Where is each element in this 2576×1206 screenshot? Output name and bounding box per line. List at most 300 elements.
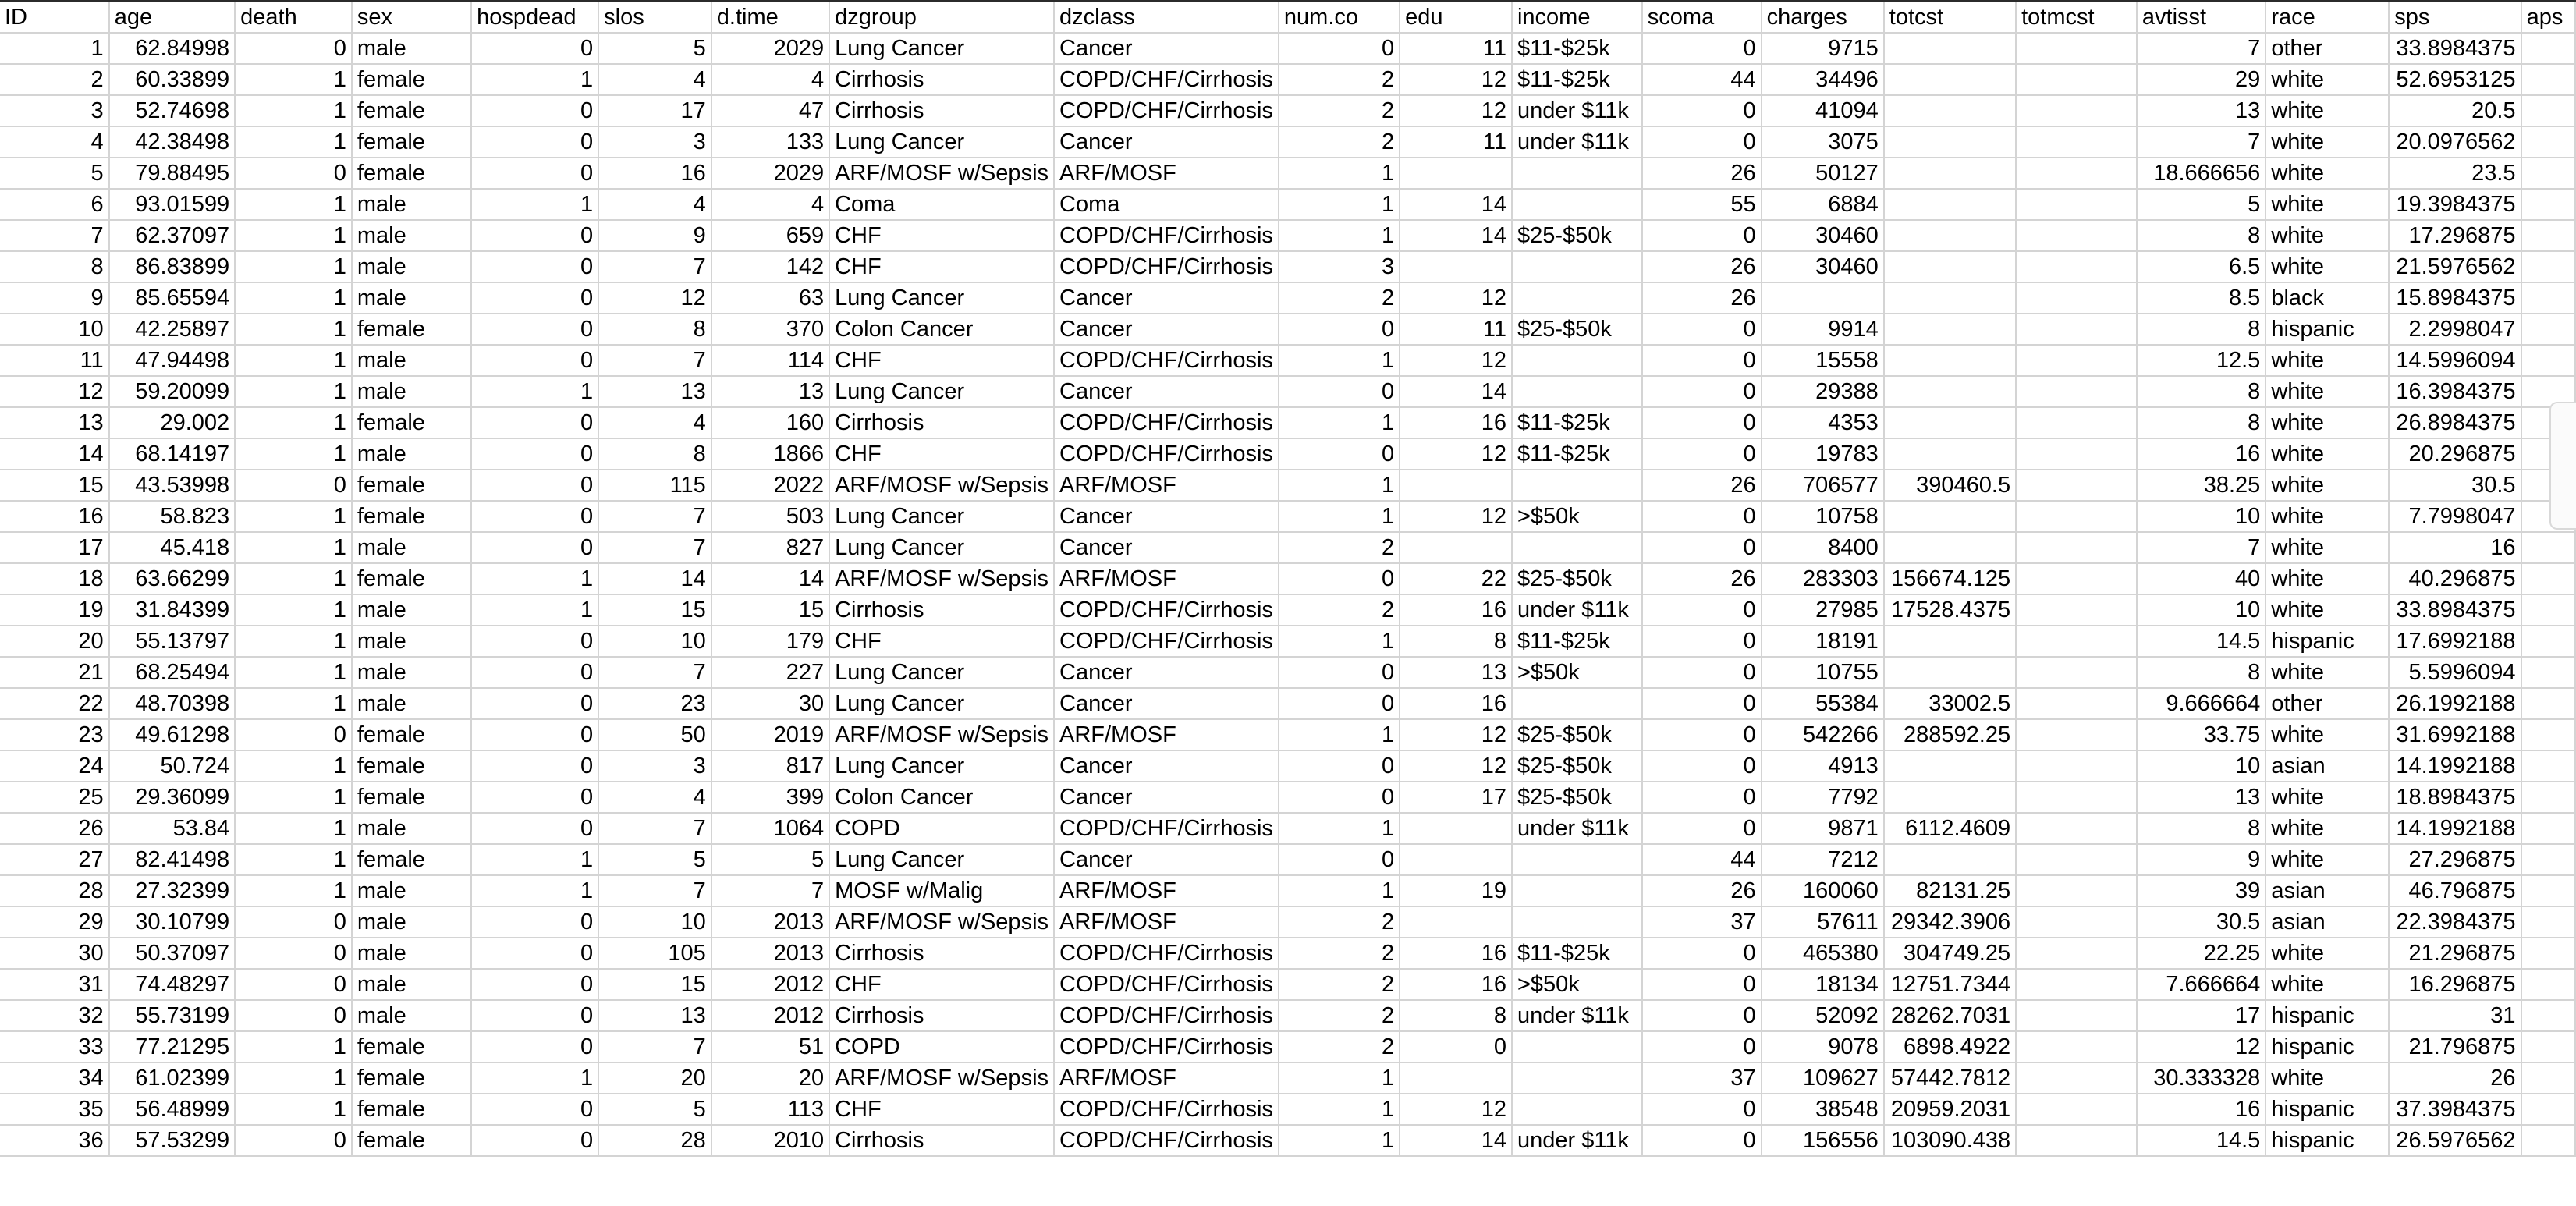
cell[interactable]: 10755 — [1762, 657, 1884, 688]
cell[interactable]: 14.5996094 — [2389, 345, 2521, 376]
cell[interactable]: white — [2266, 95, 2389, 126]
cell[interactable]: 15 — [598, 594, 711, 626]
cell[interactable]: Lung Cancer — [829, 376, 1054, 407]
cell[interactable] — [2521, 189, 2575, 220]
cell[interactable] — [1512, 1062, 1642, 1094]
cell[interactable]: 18134 — [1762, 969, 1884, 1000]
cell[interactable]: 160 — [711, 407, 829, 438]
cell[interactable]: 2 — [0, 64, 109, 95]
cell[interactable] — [1884, 501, 2016, 532]
cell[interactable]: 60.33899 — [109, 64, 235, 95]
cell[interactable] — [1512, 376, 1642, 407]
cell[interactable]: 465380 — [1762, 938, 1884, 969]
cell[interactable]: 7 — [598, 813, 711, 844]
cell[interactable] — [1884, 438, 2016, 470]
cell[interactable]: white — [2266, 844, 2389, 875]
cell[interactable]: 0 — [1642, 95, 1762, 126]
cell[interactable]: 2012 — [711, 969, 829, 1000]
cell[interactable]: Cancer — [1054, 126, 1279, 158]
cell[interactable]: 19.3984375 — [2389, 189, 2521, 220]
cell[interactable]: 7 — [711, 875, 829, 906]
cell[interactable]: 28 — [598, 1125, 711, 1156]
cell[interactable]: 47 — [711, 95, 829, 126]
cell[interactable]: male — [352, 33, 471, 64]
cell[interactable]: white — [2266, 532, 2389, 563]
cell[interactable]: 503 — [711, 501, 829, 532]
cell[interactable]: 2 — [1279, 1000, 1400, 1031]
cell[interactable]: male — [352, 345, 471, 376]
cell[interactable]: 25 — [0, 782, 109, 813]
cell[interactable]: 16 — [2137, 1094, 2266, 1125]
cell[interactable]: 133 — [711, 126, 829, 158]
cell[interactable]: white — [2266, 189, 2389, 220]
cell[interactable] — [1400, 470, 1512, 501]
cell[interactable]: 14 — [711, 563, 829, 594]
cell[interactable]: 142 — [711, 251, 829, 282]
cell[interactable]: male — [352, 282, 471, 314]
cell[interactable]: white — [2266, 376, 2389, 407]
cell[interactable]: 0 — [1642, 1125, 1762, 1156]
cell[interactable]: 0 — [1642, 126, 1762, 158]
cell[interactable]: 1 — [1279, 1094, 1400, 1125]
cell[interactable]: 61.02399 — [109, 1062, 235, 1094]
cell[interactable]: 0 — [1642, 594, 1762, 626]
cell[interactable]: 14 — [1400, 220, 1512, 251]
cell[interactable]: 6 — [0, 189, 109, 220]
cell[interactable]: 39 — [2137, 875, 2266, 906]
column-header[interactable]: avtisst — [2137, 2, 2266, 33]
column-header[interactable]: income — [1512, 2, 1642, 33]
cell[interactable]: 16 — [1400, 594, 1512, 626]
cell[interactable]: 16.296875 — [2389, 969, 2521, 1000]
cell[interactable]: other — [2266, 33, 2389, 64]
cell[interactable]: $11-$25k — [1512, 33, 1642, 64]
cell[interactable]: 0 — [235, 470, 352, 501]
cell[interactable]: 399 — [711, 782, 829, 813]
cell[interactable] — [1512, 1094, 1642, 1125]
cell[interactable] — [2521, 938, 2575, 969]
cell[interactable]: 12 — [1400, 282, 1512, 314]
cell[interactable] — [2521, 969, 2575, 1000]
cell[interactable]: 1 — [471, 563, 598, 594]
cell[interactable]: 2029 — [711, 33, 829, 64]
cell[interactable]: 20 — [0, 626, 109, 657]
cell[interactable]: 23 — [598, 688, 711, 719]
cell[interactable] — [2016, 1031, 2137, 1062]
cell[interactable]: 3 — [598, 126, 711, 158]
cell[interactable]: 179 — [711, 626, 829, 657]
cell[interactable]: 0 — [235, 969, 352, 1000]
cell[interactable]: 26 — [1642, 158, 1762, 189]
cell[interactable]: 50.724 — [109, 750, 235, 782]
cell[interactable]: 2013 — [711, 938, 829, 969]
cell[interactable]: 30.5 — [2389, 470, 2521, 501]
cell[interactable]: Lung Cancer — [829, 844, 1054, 875]
cell[interactable]: ARF/MOSF w/Sepsis — [829, 563, 1054, 594]
cell[interactable]: 0 — [1642, 626, 1762, 657]
cell[interactable]: 8 — [2137, 376, 2266, 407]
cell[interactable]: 0 — [1642, 314, 1762, 345]
cell[interactable]: 9 — [598, 220, 711, 251]
cell[interactable]: 8 — [2137, 407, 2266, 438]
cell[interactable]: 20.296875 — [2389, 438, 2521, 470]
cell[interactable] — [1762, 282, 1884, 314]
cell[interactable]: male — [352, 875, 471, 906]
cell[interactable] — [2016, 158, 2137, 189]
cell[interactable]: 30460 — [1762, 251, 1884, 282]
cell[interactable]: Cancer — [1054, 33, 1279, 64]
cell[interactable]: 105 — [598, 938, 711, 969]
cell[interactable] — [1512, 189, 1642, 220]
cell[interactable]: 7 — [598, 345, 711, 376]
cell[interactable]: 14.5 — [2137, 626, 2266, 657]
cell[interactable]: 12 — [2137, 1031, 2266, 1062]
cell[interactable]: 14.1992188 — [2389, 813, 2521, 844]
cell[interactable]: female — [352, 1031, 471, 1062]
cell[interactable]: 1 — [235, 438, 352, 470]
cell[interactable] — [2521, 750, 2575, 782]
cell[interactable]: 31.84399 — [109, 594, 235, 626]
cell[interactable]: 19783 — [1762, 438, 1884, 470]
cell[interactable]: 0 — [235, 1000, 352, 1031]
cell[interactable]: COPD — [829, 813, 1054, 844]
cell[interactable]: COPD/CHF/Cirrhosis — [1054, 1000, 1279, 1031]
cell[interactable] — [1884, 282, 2016, 314]
cell[interactable]: 1 — [235, 95, 352, 126]
cell[interactable]: 11 — [1400, 314, 1512, 345]
cell[interactable]: 390460.5 — [1884, 470, 2016, 501]
cell[interactable]: 13 — [711, 376, 829, 407]
cell[interactable]: 0 — [471, 782, 598, 813]
cell[interactable]: Colon Cancer — [829, 782, 1054, 813]
cell[interactable] — [1512, 875, 1642, 906]
cell[interactable]: 1 — [235, 376, 352, 407]
cell[interactable]: female — [352, 719, 471, 750]
cell[interactable]: male — [352, 657, 471, 688]
cell[interactable]: COPD/CHF/Cirrhosis — [1054, 938, 1279, 969]
cell[interactable]: 52.74698 — [109, 95, 235, 126]
cell[interactable]: 5 — [711, 844, 829, 875]
cell[interactable]: female — [352, 563, 471, 594]
cell[interactable]: 4 — [0, 126, 109, 158]
cell[interactable]: female — [352, 158, 471, 189]
cell[interactable]: 29 — [0, 906, 109, 938]
cell[interactable]: 17 — [598, 95, 711, 126]
cell[interactable]: 79.88495 — [109, 158, 235, 189]
cell[interactable]: 16 — [1400, 938, 1512, 969]
cell[interactable]: 1 — [1279, 407, 1400, 438]
cell[interactable]: 288592.25 — [1884, 719, 2016, 750]
cell[interactable]: 2 — [1279, 594, 1400, 626]
cell[interactable]: 24 — [0, 750, 109, 782]
cell[interactable] — [2016, 189, 2137, 220]
cell[interactable]: Cancer — [1054, 501, 1279, 532]
cell[interactable]: 29388 — [1762, 376, 1884, 407]
cell[interactable]: 7 — [2137, 126, 2266, 158]
cell[interactable] — [1400, 844, 1512, 875]
cell[interactable]: 15558 — [1762, 345, 1884, 376]
column-header[interactable]: ID — [0, 2, 109, 33]
cell[interactable]: 0 — [1642, 501, 1762, 532]
cell[interactable]: 7 — [598, 251, 711, 282]
cell[interactable]: asian — [2266, 875, 2389, 906]
cell[interactable]: ARF/MOSF w/Sepsis — [829, 719, 1054, 750]
cell[interactable]: 1 — [1279, 470, 1400, 501]
cell[interactable]: Cancer — [1054, 688, 1279, 719]
cell[interactable]: male — [352, 376, 471, 407]
cell[interactable]: 59.20099 — [109, 376, 235, 407]
cell[interactable]: 93.01599 — [109, 189, 235, 220]
cell[interactable]: 2 — [1279, 95, 1400, 126]
cell[interactable]: white — [2266, 563, 2389, 594]
cell[interactable]: under $11k — [1512, 594, 1642, 626]
cell[interactable]: 15 — [711, 594, 829, 626]
cell[interactable]: male — [352, 594, 471, 626]
cell[interactable] — [1400, 158, 1512, 189]
cell[interactable]: 1 — [235, 282, 352, 314]
cell[interactable]: 8.5 — [2137, 282, 2266, 314]
cell[interactable]: 0 — [1642, 33, 1762, 64]
cell[interactable] — [2521, 345, 2575, 376]
cell[interactable]: 7212 — [1762, 844, 1884, 875]
cell[interactable]: asian — [2266, 750, 2389, 782]
cell[interactable]: 35 — [0, 1094, 109, 1125]
cell[interactable]: white — [2266, 158, 2389, 189]
cell[interactable]: 52092 — [1762, 1000, 1884, 1031]
cell[interactable]: 27 — [0, 844, 109, 875]
cell[interactable]: 3075 — [1762, 126, 1884, 158]
cell[interactable]: 1 — [1279, 1062, 1400, 1094]
cell[interactable]: 57.53299 — [109, 1125, 235, 1156]
cell[interactable] — [1512, 282, 1642, 314]
cell[interactable]: ARF/MOSF — [1054, 563, 1279, 594]
cell[interactable]: $25-$50k — [1512, 220, 1642, 251]
cell[interactable]: 37 — [1642, 1062, 1762, 1094]
cell[interactable]: COPD/CHF/Cirrhosis — [1054, 1094, 1279, 1125]
cell[interactable]: white — [2266, 657, 2389, 688]
cell[interactable]: 0 — [1400, 1031, 1512, 1062]
cell[interactable]: female — [352, 750, 471, 782]
cell[interactable] — [2016, 750, 2137, 782]
cell[interactable] — [2016, 438, 2137, 470]
cell[interactable]: 0 — [471, 251, 598, 282]
cell[interactable]: Cancer — [1054, 750, 1279, 782]
cell[interactable]: Cirrhosis — [829, 1125, 1054, 1156]
cell[interactable] — [1512, 844, 1642, 875]
cell[interactable]: 29 — [2137, 64, 2266, 95]
cell[interactable]: COPD/CHF/Cirrhosis — [1054, 438, 1279, 470]
cell[interactable]: 0 — [1642, 688, 1762, 719]
cell[interactable]: 0 — [1279, 750, 1400, 782]
cell[interactable]: 0 — [1642, 719, 1762, 750]
cell[interactable]: Cirrhosis — [829, 64, 1054, 95]
cell[interactable]: $11-$25k — [1512, 64, 1642, 95]
cell[interactable]: 1 — [235, 750, 352, 782]
cell[interactable]: 12 — [1400, 64, 1512, 95]
cell[interactable] — [1884, 657, 2016, 688]
cell[interactable]: Colon Cancer — [829, 314, 1054, 345]
cell[interactable]: 0 — [471, 33, 598, 64]
cell[interactable]: 304749.25 — [1884, 938, 2016, 969]
cell[interactable] — [2521, 251, 2575, 282]
cell[interactable] — [2521, 220, 2575, 251]
cell[interactable]: 34 — [0, 1062, 109, 1094]
cell[interactable]: 14.5 — [2137, 1125, 2266, 1156]
cell[interactable] — [2016, 688, 2137, 719]
cell[interactable]: 1 — [235, 1031, 352, 1062]
cell[interactable]: 9914 — [1762, 314, 1884, 345]
cell[interactable]: 33 — [0, 1031, 109, 1062]
cell[interactable]: white — [2266, 64, 2389, 95]
cell[interactable]: 9871 — [1762, 813, 1884, 844]
cell[interactable] — [1884, 376, 2016, 407]
cell[interactable]: 5 — [598, 844, 711, 875]
cell[interactable]: 1 — [0, 33, 109, 64]
cell[interactable]: 32 — [0, 1000, 109, 1031]
cell[interactable]: 44 — [1642, 64, 1762, 95]
cell[interactable]: 9 — [0, 282, 109, 314]
cell[interactable]: 18191 — [1762, 626, 1884, 657]
cell[interactable]: 57611 — [1762, 906, 1884, 938]
cell[interactable] — [1884, 251, 2016, 282]
cell[interactable]: hispanic — [2266, 1094, 2389, 1125]
cell[interactable]: 0 — [1642, 532, 1762, 563]
cell[interactable]: 49.61298 — [109, 719, 235, 750]
cell[interactable]: $25-$50k — [1512, 314, 1642, 345]
cell[interactable]: ARF/MOSF — [1054, 906, 1279, 938]
cell[interactable]: hispanic — [2266, 626, 2389, 657]
cell[interactable]: 17.296875 — [2389, 220, 2521, 251]
cell[interactable]: 4 — [598, 64, 711, 95]
cell[interactable]: 15.8984375 — [2389, 282, 2521, 314]
cell[interactable]: 40.296875 — [2389, 563, 2521, 594]
cell[interactable]: 1 — [235, 126, 352, 158]
cell[interactable]: 30.10799 — [109, 906, 235, 938]
cell[interactable]: 4 — [598, 189, 711, 220]
cell[interactable]: 0 — [471, 1000, 598, 1031]
cell[interactable]: 11 — [0, 345, 109, 376]
cell[interactable]: 0 — [1642, 345, 1762, 376]
cell[interactable] — [2016, 251, 2137, 282]
column-header[interactable]: dzclass — [1054, 2, 1279, 33]
cell[interactable]: 2029 — [711, 158, 829, 189]
cell[interactable] — [2521, 844, 2575, 875]
cell[interactable]: 7.7998047 — [2389, 501, 2521, 532]
cell[interactable]: 38.25 — [2137, 470, 2266, 501]
cell[interactable]: 283303 — [1762, 563, 1884, 594]
cell[interactable]: 227 — [711, 657, 829, 688]
cell[interactable]: 1 — [235, 407, 352, 438]
cell[interactable]: 50 — [598, 719, 711, 750]
cell[interactable] — [2521, 563, 2575, 594]
cell[interactable]: 1866 — [711, 438, 829, 470]
cell[interactable]: 1 — [1279, 189, 1400, 220]
column-header[interactable]: slos — [598, 2, 711, 33]
cell[interactable]: 2 — [1279, 938, 1400, 969]
cell[interactable]: 1 — [235, 532, 352, 563]
cell[interactable]: 7792 — [1762, 782, 1884, 813]
cell[interactable]: 0 — [1642, 813, 1762, 844]
cell[interactable]: Lung Cancer — [829, 657, 1054, 688]
cell[interactable]: 9078 — [1762, 1031, 1884, 1062]
cell[interactable]: Cancer — [1054, 657, 1279, 688]
cell[interactable]: 1 — [471, 875, 598, 906]
cell[interactable]: 16.3984375 — [2389, 376, 2521, 407]
cell[interactable]: 1 — [235, 345, 352, 376]
cell[interactable]: white — [2266, 220, 2389, 251]
cell[interactable]: 113 — [711, 1094, 829, 1125]
cell[interactable]: 1 — [471, 1062, 598, 1094]
cell[interactable]: 0 — [235, 938, 352, 969]
cell[interactable]: CHF — [829, 969, 1054, 1000]
cell[interactable]: 2012 — [711, 1000, 829, 1031]
cell[interactable] — [2521, 314, 2575, 345]
cell[interactable]: 8 — [1400, 626, 1512, 657]
cell[interactable]: 19 — [1400, 875, 1512, 906]
cell[interactable]: COPD/CHF/Cirrhosis — [1054, 594, 1279, 626]
cell[interactable] — [1884, 64, 2016, 95]
cell[interactable]: 15 — [0, 470, 109, 501]
cell[interactable]: 18.8984375 — [2389, 782, 2521, 813]
cell[interactable]: 27.296875 — [2389, 844, 2521, 875]
cell[interactable]: 5.5996094 — [2389, 657, 2521, 688]
cell[interactable]: 12 — [1400, 501, 1512, 532]
cell[interactable]: ARF/MOSF — [1054, 158, 1279, 189]
cell[interactable]: 0 — [471, 1031, 598, 1062]
cell[interactable]: 62.84998 — [109, 33, 235, 64]
cell[interactable]: 156674.125 — [1884, 563, 2016, 594]
cell[interactable]: 68.25494 — [109, 657, 235, 688]
cell[interactable]: 156556 — [1762, 1125, 1884, 1156]
cell[interactable]: 5 — [0, 158, 109, 189]
cell[interactable]: COPD — [829, 1031, 1054, 1062]
cell[interactable]: 109627 — [1762, 1062, 1884, 1094]
cell[interactable]: 7 — [2137, 33, 2266, 64]
cell[interactable]: 0 — [235, 33, 352, 64]
cell[interactable] — [2016, 906, 2137, 938]
cell[interactable]: white — [2266, 969, 2389, 1000]
cell[interactable]: 33.8984375 — [2389, 33, 2521, 64]
cell[interactable]: 55384 — [1762, 688, 1884, 719]
cell[interactable]: 82.41498 — [109, 844, 235, 875]
cell[interactable]: female — [352, 314, 471, 345]
cell[interactable] — [2016, 532, 2137, 563]
cell[interactable]: Lung Cancer — [829, 282, 1054, 314]
cell[interactable]: male — [352, 189, 471, 220]
cell[interactable]: Cirrhosis — [829, 95, 1054, 126]
cell[interactable]: 1 — [1279, 345, 1400, 376]
cell[interactable] — [1884, 407, 2016, 438]
cell[interactable]: 114 — [711, 345, 829, 376]
cell[interactable]: 2 — [1279, 126, 1400, 158]
cell[interactable]: 2013 — [711, 906, 829, 938]
cell[interactable]: white — [2266, 938, 2389, 969]
cell[interactable]: 160060 — [1762, 875, 1884, 906]
cell[interactable] — [1512, 688, 1642, 719]
cell[interactable]: COPD/CHF/Cirrhosis — [1054, 407, 1279, 438]
column-header[interactable]: dzgroup — [829, 2, 1054, 33]
cell[interactable] — [2016, 657, 2137, 688]
cell[interactable]: 6.5 — [2137, 251, 2266, 282]
cell[interactable]: 63.66299 — [109, 563, 235, 594]
cell[interactable]: ARF/MOSF w/Sepsis — [829, 906, 1054, 938]
cell[interactable]: 0 — [1279, 314, 1400, 345]
cell[interactable]: 0 — [235, 719, 352, 750]
cell[interactable]: 27985 — [1762, 594, 1884, 626]
cell[interactable]: 1 — [1279, 875, 1400, 906]
cell[interactable]: Lung Cancer — [829, 688, 1054, 719]
cell[interactable]: 1 — [235, 501, 352, 532]
